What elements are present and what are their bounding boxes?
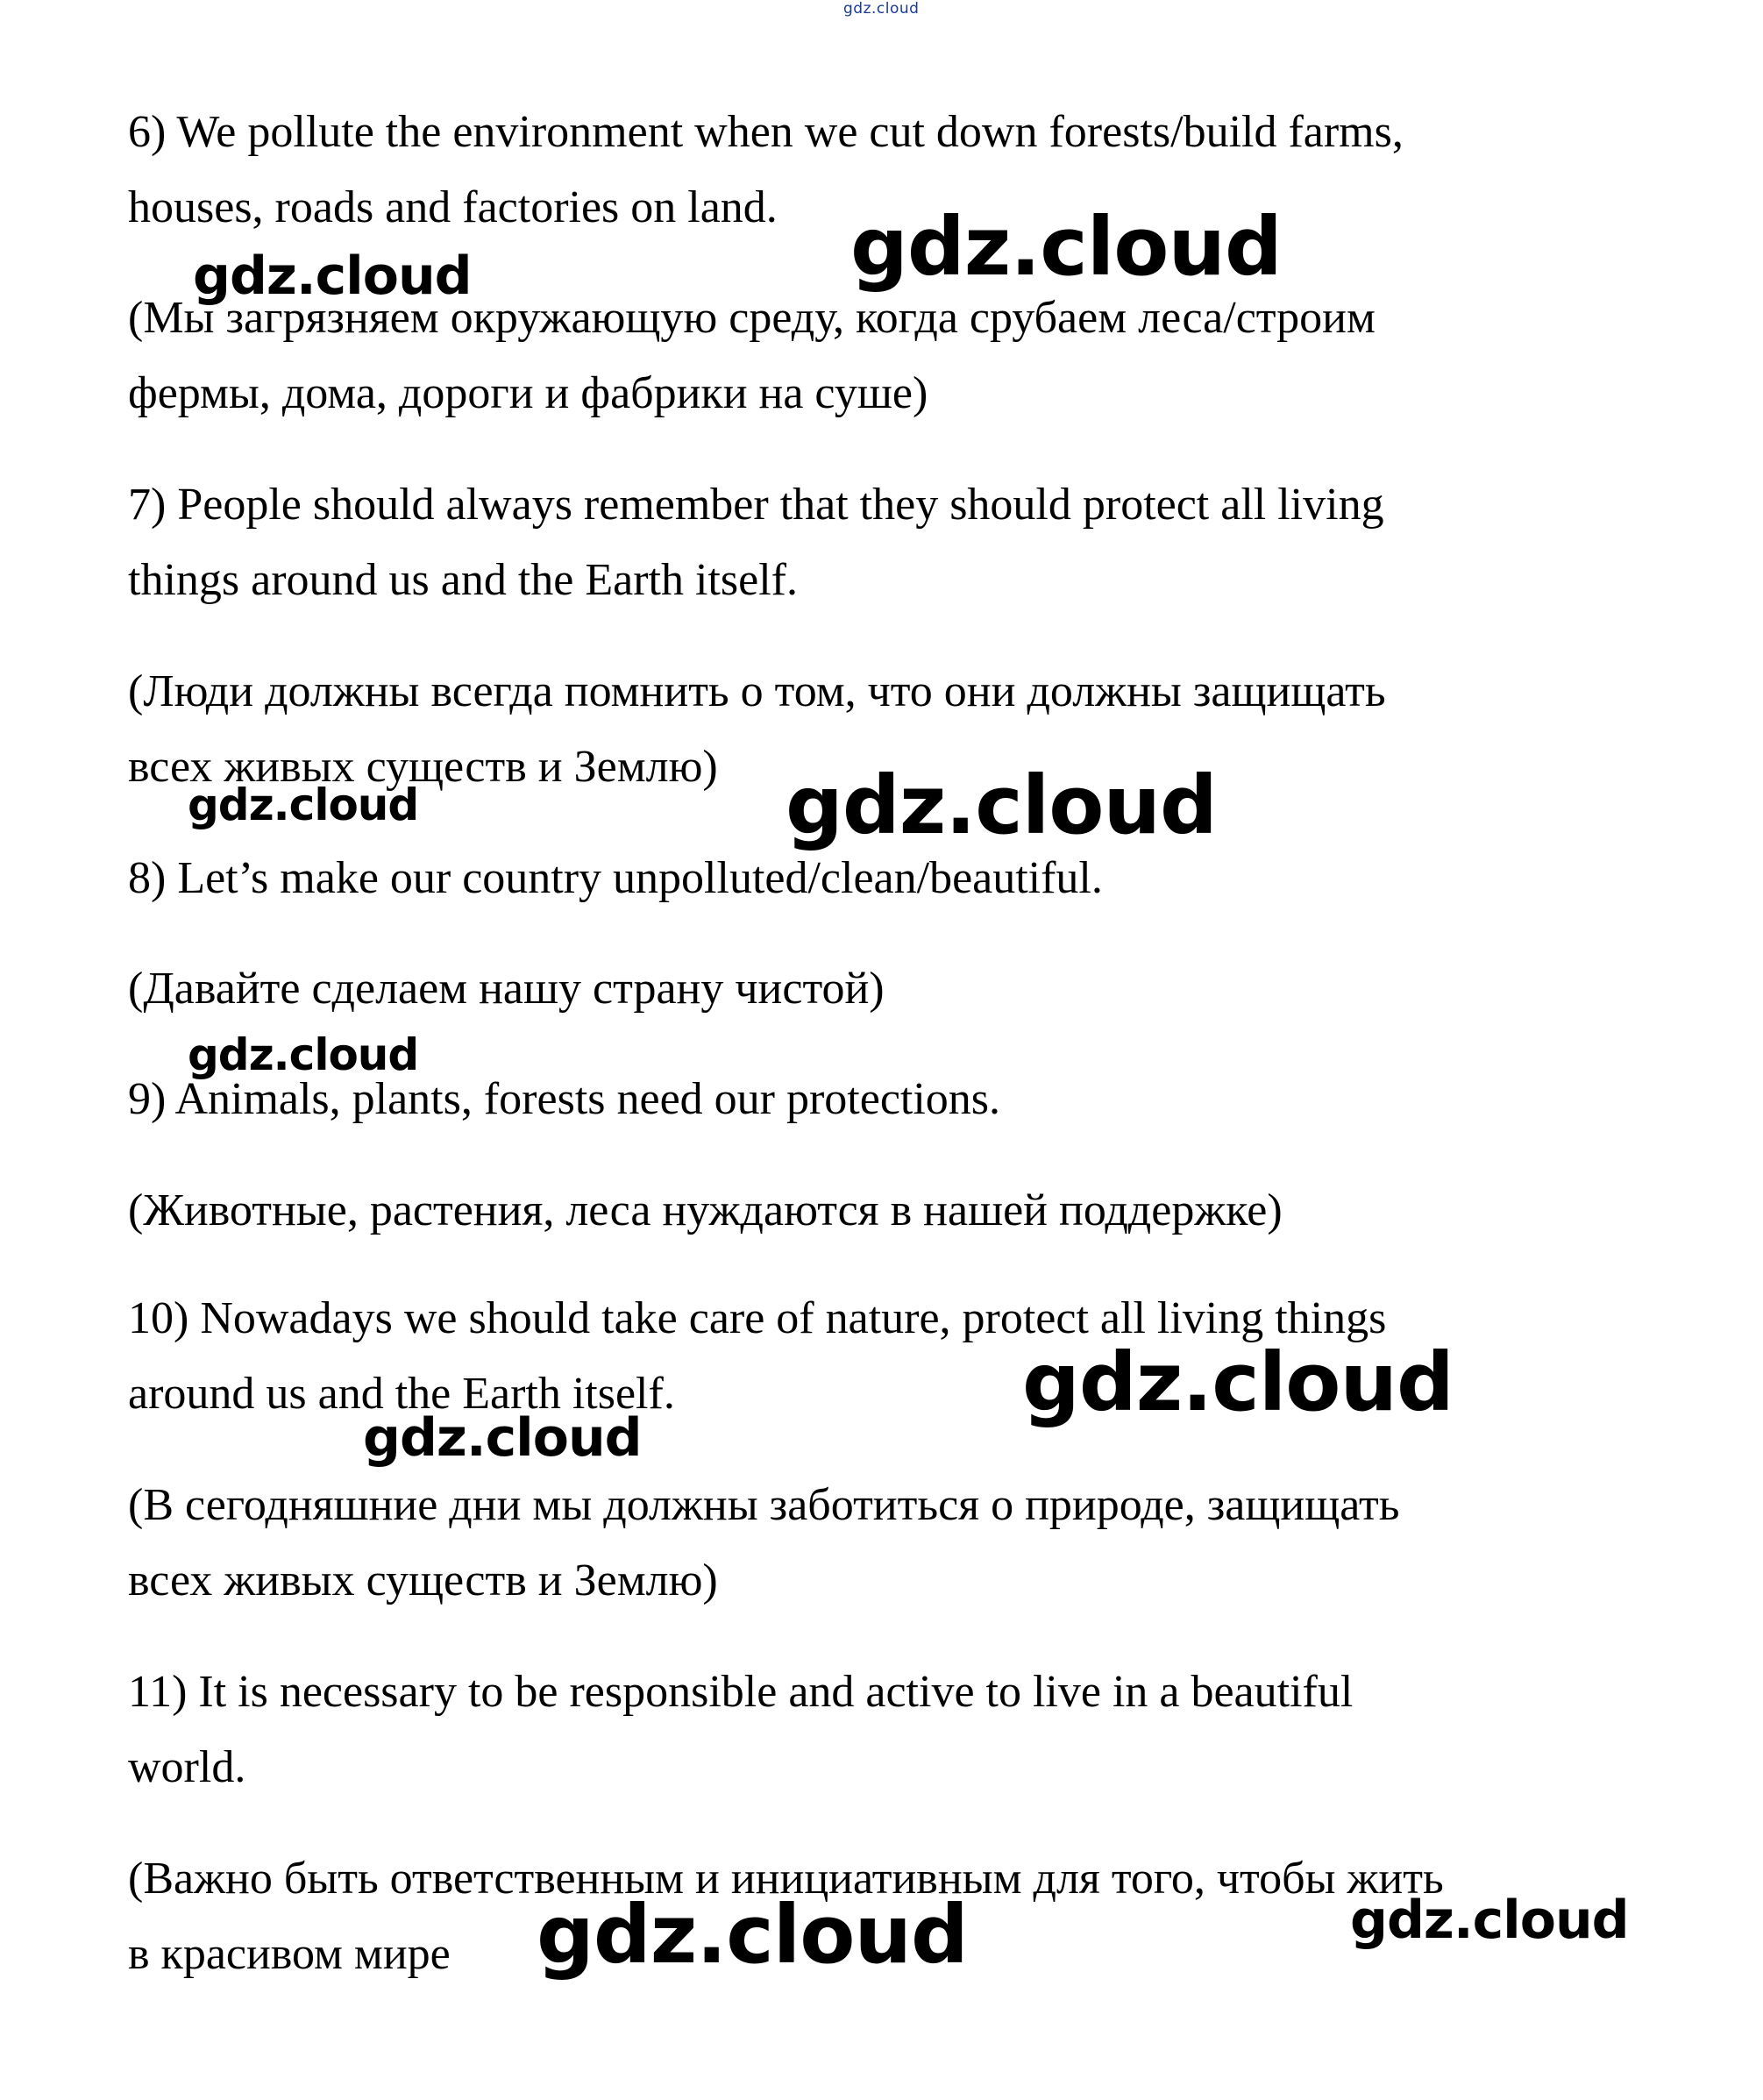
watermark: gdz.cloud xyxy=(188,1029,419,1080)
paragraph-9-english: 9) Animals, plants, forests need our protections. xyxy=(128,1074,1001,1124)
paragraph-11-english: 11) It is necessary to be responsible and active to live in a beautiful world. xyxy=(128,1667,1354,1792)
paragraph-7-english: 7) People should always remember that they should protect all living things around us and the Earth itself. xyxy=(128,480,1384,605)
paragraph-6-english: 6) We pollute the environment when we cut down forests/build farms, houses, roads and factories on land. xyxy=(128,107,1404,232)
paragraph-11-russian: (Важно быть ответственным и инициативным для того, чтобы жить в красивом мире xyxy=(128,1854,1444,1979)
paragraph-10-russian: (В сегодняшние дни мы должны заботиться о природе, защищать всех живых существ и Землю) xyxy=(128,1480,1400,1605)
top-watermark: gdz.cloud xyxy=(843,0,920,18)
watermark: gdz.cloud xyxy=(786,758,1217,852)
paragraph-9-russian: (Животные, растения, леса нуждаются в нашей поддержке) xyxy=(128,1185,1283,1235)
paragraph-7-russian: (Люди должны всегда помнить о том, что они должны защищать всех живых существ и Землю) xyxy=(128,666,1386,792)
watermark: gdz.cloud xyxy=(1022,1335,1454,1429)
watermark: gdz.cloud xyxy=(363,1407,642,1469)
watermark: gdz.cloud xyxy=(537,1888,968,1982)
paragraph-8-russian: (Давайте сделаем нашу страну чистой) xyxy=(128,964,885,1014)
watermark: gdz.cloud xyxy=(188,779,419,830)
watermark: gdz.cloud xyxy=(1350,1890,1629,1951)
paragraph-8-english: 8) Let’s make our country unpolluted/clean/beautiful. xyxy=(128,853,1103,903)
watermark: gdz.cloud xyxy=(850,200,1282,294)
watermark: gdz.cloud xyxy=(193,246,472,307)
paragraph-6-russian: (Мы загрязняем окружающую среду, когда срубаем леса/строим фермы, дома, дороги и фабрики на суше) xyxy=(128,293,1376,418)
paragraph-10-english: 10) Nowadays we should take care of nature, protect all living things around us and the Earth itself. xyxy=(128,1293,1387,1419)
